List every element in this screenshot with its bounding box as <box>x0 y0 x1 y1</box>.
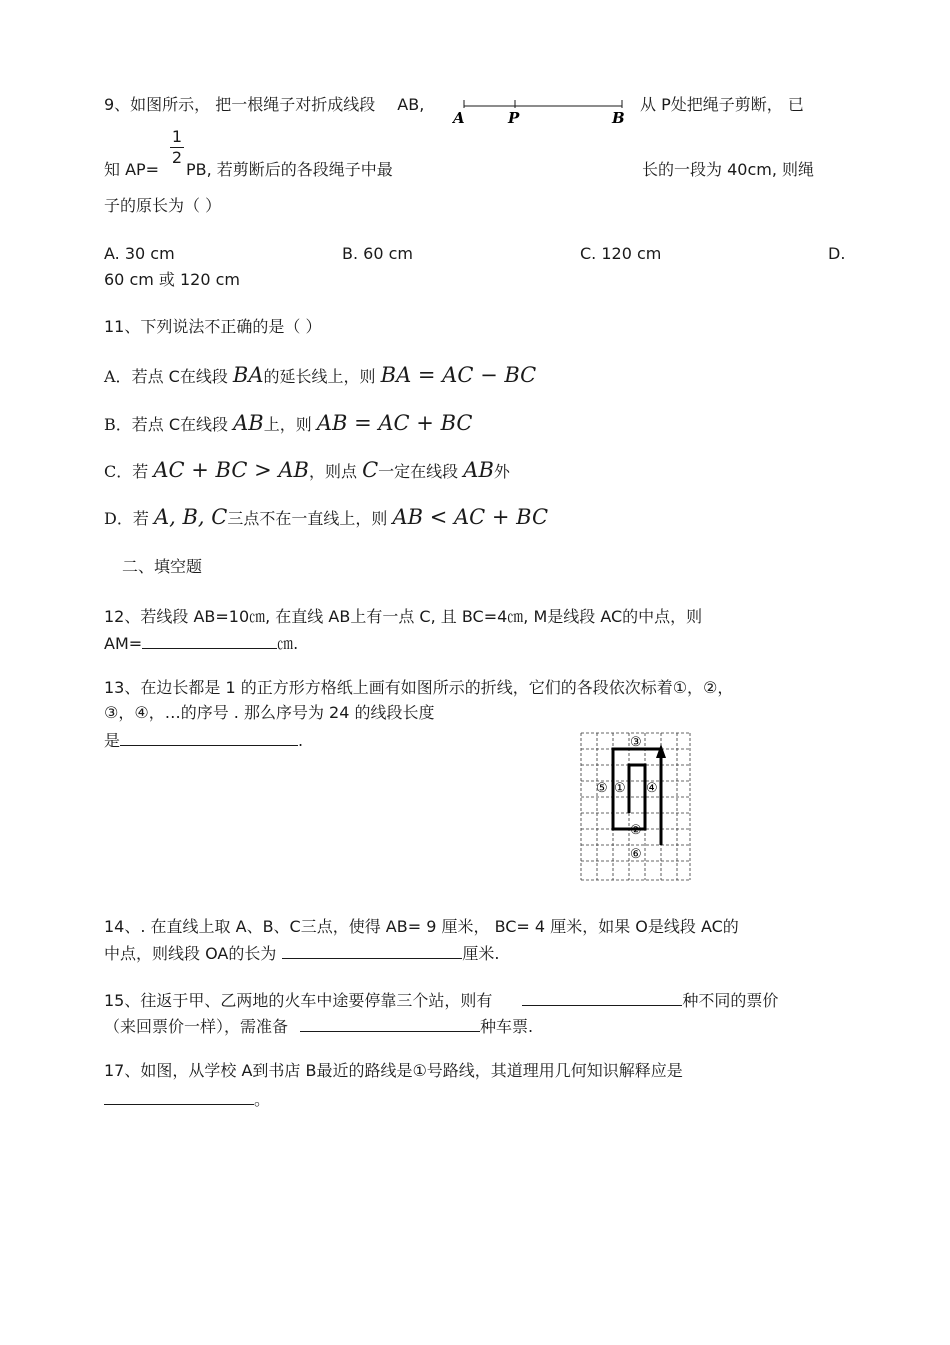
seg-label-3: ④ <box>646 781 658 796</box>
seg-label-5: ⑤ <box>596 781 608 796</box>
q14-line1: 14、. 在直线上取 A、B、C三点，使得 AB= 9 厘米， BC= 4 厘米，如果 O是线段 AC的 <box>104 917 739 936</box>
q9-line1-tail: 从 P处把绳子剪断， 已 <box>640 95 804 114</box>
q11-option-b: B．若点 C在线段 AB上，则 AB = AC + BC <box>104 411 473 435</box>
q17-answer-blank[interactable] <box>104 1088 254 1105</box>
seg-label-4: ③ <box>630 735 642 750</box>
q13-line1: 13、在边长都是 1 的正方形方格纸上画有如图所示的折线，它们的各段依次标着①，②， <box>104 678 734 697</box>
q9-option-d-text: 60 cm 或 120 cm <box>104 270 241 289</box>
arrow-head-icon <box>656 744 666 758</box>
frac-denominator: 2 <box>171 148 183 167</box>
q17-line1: 17、如图，从学校 A到书店 B最近的路线是①号路线，其道理用几何知识解释应是 <box>104 1061 683 1080</box>
q12-answer-blank[interactable] <box>142 632 277 649</box>
q9-line2-tail: 长的一段为 40cm, 则绳 <box>642 160 815 179</box>
q9-option-b: B. 60 cm <box>342 244 413 263</box>
q12-line1: 12、若线段 AB=10㎝, 在直线 AB上有一点 C, 且 BC=4㎝, M是线段 AC的中点，则 <box>104 607 703 626</box>
seg-label-1: ① <box>614 781 626 796</box>
q11-option-a: A．若点 C在线段 BA的延长线上，则 BA = AC − BC <box>104 363 537 387</box>
q11-option-d: D．若 A, B, C三点不在一直线上，则 AB < AC + BC <box>104 505 549 529</box>
q17-line2: 。 <box>104 1088 270 1110</box>
label-p: P <box>508 109 520 127</box>
q9-option-a: A. 30 cm <box>104 244 175 263</box>
q13-answer-blank[interactable] <box>120 729 298 746</box>
label-a: A <box>453 109 465 127</box>
label-b: B <box>612 109 625 127</box>
q13-line3: 是 . <box>104 731 304 750</box>
q9-line2-mid: PB, 若剪断后的各段绳子中最 <box>186 160 393 179</box>
q15-answer-blank-1[interactable] <box>522 989 682 1006</box>
q13-grid-figure <box>578 730 694 884</box>
frac-numerator: 1 <box>171 127 183 146</box>
q15-line2: （来回票价一样），需准备 种车票. <box>104 1017 534 1036</box>
q9-option-c: C. 120 cm <box>580 244 662 263</box>
q9-option-d-label: D. <box>828 244 846 263</box>
segment-labels <box>596 735 658 862</box>
q13-line2: ③，④，…的序号 . 那么序号为 24 的线段长度 <box>104 703 435 722</box>
q11-option-c: C．若 AC + BC > AB，则点 C一定在线段 AB外 <box>104 458 510 482</box>
q11-title: 11、下列说法不正确的是（ ） <box>104 317 322 336</box>
q9-line3: 子的原长为（ ） <box>104 196 222 215</box>
q9-segment-figure <box>452 94 632 128</box>
q14-line2: 中点，则线段 OA的长为 厘米. <box>104 944 500 963</box>
q9-line1: 9、如图所示， 把一根绳子对折成线段 AB, <box>104 95 425 114</box>
seg-label-2: ② <box>630 823 642 838</box>
section-title-fill-blank: 二、填空题 <box>122 557 203 576</box>
fraction-one-half <box>170 128 184 167</box>
q12-line2: AM= ㎝. <box>104 634 299 653</box>
q15-answer-blank-2[interactable] <box>300 1015 480 1032</box>
seg-label-6: ⑥ <box>630 847 642 862</box>
q14-answer-blank[interactable] <box>282 942 462 959</box>
q9-line2-start: 知 AP= <box>104 160 160 179</box>
q15-line1: 15、往返于甲、乙两地的火车中途要停靠三个站，则有 种不同的票价 <box>104 991 779 1010</box>
